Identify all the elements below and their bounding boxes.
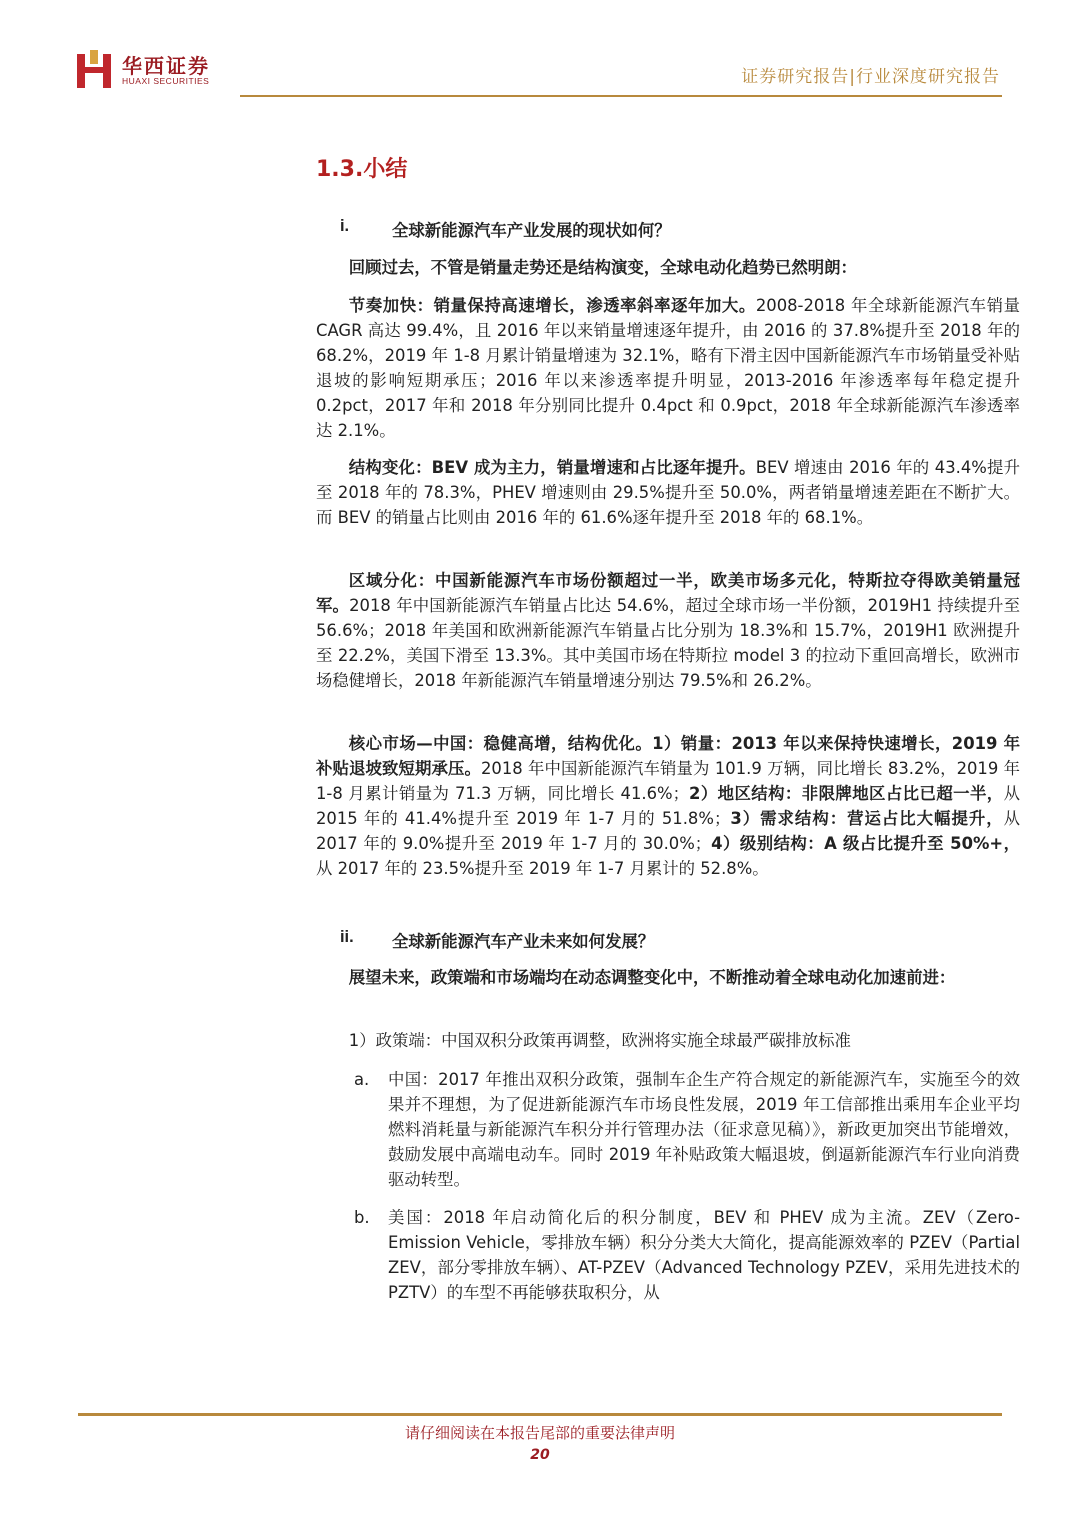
paragraph-bold: 4）级别结构：A 级占比提升至 50%+，: [711, 834, 1020, 853]
policy-item: [316, 1028, 1020, 1053]
list-text: 美国：2018 年启动简化后的积分制度，BEV 和 PHEV 成为主流。ZEV（Zero-Emission Vehicle，零排放车辆）积分分类大大简化，提高能源效率的 PZEV（Partial ZEV，部分零排放车辆）、AT-PZEV（Advanced Technology PZEV，采用先进技术的 PZTV）的车型不再能够获取积分，从: [388, 1208, 1020, 1302]
paragraph-region: [316, 568, 1020, 693]
report-type: 证券研究报告|行业深度研究报告: [741, 67, 1000, 87]
footer-divider: [78, 1413, 1002, 1416]
section-title: 1.3.小结: [316, 157, 408, 182]
huaxi-logo-icon: [77, 50, 111, 88]
paragraph-bold: 区域分化：中国新能源汽车市场份额超过一半，欧美市场多元化，特斯拉夺得欧美销量冠军。: [316, 571, 1020, 615]
paragraph-text: 从 2017 年的 23.5%提升至 2019 年 1-7 月累计的 52.8%。: [316, 859, 769, 878]
header-divider: [240, 95, 1002, 97]
brand-name-en: HUAXI SECURITIES: [122, 76, 210, 86]
paragraph-bold: 结构变化：BEV 成为主力，销量增速和占比逐年提升。: [348, 458, 756, 477]
list-text: 中国：2017 年推出双积分政策，强制车企生产符合规定的新能源汽车，实施至今的效果并不理想，为了促进新能源汽车市场良性发展，2019 年工信部推出乘用车企业平均燃料消耗量与新能源汽车积分并行管理办法（征求意见稿）》，新政更加突出节能增效，鼓励发展中高端电动车。同时 2019 年补贴政策大幅退坡，倒逼新能源汽车行业向消费驱动转型。: [388, 1070, 1020, 1189]
paragraph-text: 2018 年中国新能源汽车销量为 101.9 万辆，同比增长 83.2%，2019 年 1-8 月累计销量为 71.3 万辆，同比增长 41.6%；: [316, 759, 1021, 803]
lead-paragraph-2: [316, 965, 1020, 990]
paragraph-bold: 核心市场—中国：稳健高增，结构优化。1）销量：2013 年以来保持快速增长，2019 年补贴退坡致短期承压。: [316, 734, 1020, 778]
list-label: a.: [354, 1070, 370, 1089]
policy-item-text: 1）政策端：中国双积分政策再调整，欧洲将实施全球最严碳排放标准: [348, 1031, 851, 1050]
paragraph-china-market: [316, 731, 1020, 881]
paragraph-text: 2008-2018 年全球新能源汽车销量 CAGR 高达 99.4%，且 2016 年以来销量增速逐年提升，由 2016 的 37.8%提升至 2018 年的 68.2%，2019 年 1-8 月累计销量增速为 32.1%，略有下滑主因中国新能源汽车市场销量受补贴退坡的影响短期承压；2016 年以来渗透率提升明显，2013-2016 年渗透率每年稳定提升 0.2pct，2017 年和 2018 年分别同比提升 0.4pct 和 0.9pct，2018 年全球新能源汽车渗透率达 2.1%。: [316, 296, 1020, 440]
paragraph-text: BEV 增速由 2016 年的 43.4%提升至 2018 年的 78.3%，PHEV 增速则由 29.5%提升至 50.0%，两者销量增速差距在不断扩大。而 BEV 的销量占比则由 2016 年的 61.6%逐年提升至 2018 年的 68.1%。: [316, 458, 1020, 527]
question-text: 全球新能源汽车产业未来如何发展？: [392, 932, 655, 951]
paragraph-text: 2018 年中国新能源汽车销量占比达 54.6%，超过全球市场一半份额，2019H1 持续提升至 56.6%；2018 年美国和欧洲新能源汽车销量占比分别为 18.3%和 15.7%，2019H1 欧洲提升至 22.2%，美国下滑至 13.3%。其中美国市场在特斯拉 model 3 的拉动下重回高增长，欧洲市场稳健增长，2018 年新能源汽车销量增速分别达 79.5%和 26.2%。: [316, 596, 1020, 690]
lead-text: 回顾过去，不管是销量走势还是结构演变，全球电动化趋势已然明朗：: [348, 258, 857, 277]
lead-text: 展望未来，政策端和市场端均在动态调整变化中，不断推动着全球电动化加速前进：: [348, 968, 956, 987]
paragraph-bold: 2）地区结构：非限牌地区占比已超一半，: [688, 784, 1004, 803]
brand-name-cn: 华西证券: [122, 54, 210, 78]
question-text: 全球新能源汽车产业发展的现状如何？: [392, 221, 671, 240]
paragraph-structure: [316, 455, 1020, 530]
paragraph-text: 从 2015 年的 41.4%提升至 2019 年 1-7 月的 51.8%；: [316, 784, 1020, 828]
list-label: b.: [354, 1208, 370, 1227]
paragraph-text: 从 2017 年的 9.0%提升至 2019 年 1-7 月的 30.0%；: [316, 809, 1021, 853]
list-item-china: [354, 1067, 1020, 1192]
question-number: ii.: [340, 928, 354, 946]
page-header: [0, 0, 1080, 100]
paragraph-bold: 3）需求结构：营运占比大幅提升，: [730, 809, 1004, 828]
paragraph-bold: 节奏加快：销量保持高速增长，渗透率斜率逐年加大。: [348, 296, 756, 315]
page-number: 20: [530, 1447, 550, 1463]
question-number: i.: [340, 217, 350, 235]
lead-paragraph-1: [316, 255, 1020, 280]
legal-disclaimer: 请仔细阅读在本报告尾部的重要法律声明: [404, 1424, 675, 1442]
list-item-usa: [354, 1205, 1020, 1305]
paragraph-pace: [316, 293, 1020, 443]
